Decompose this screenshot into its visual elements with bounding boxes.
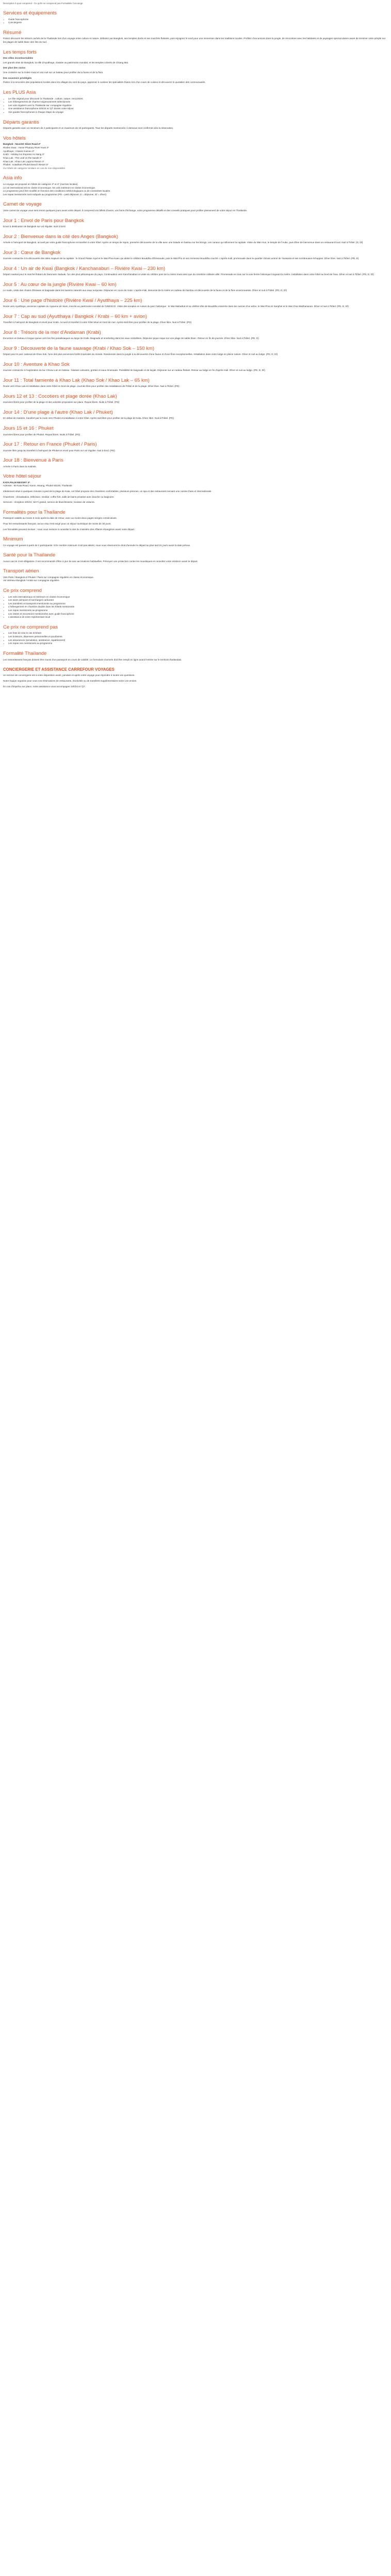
plus-title: Les PLUS Asia [3,90,36,96]
highlights-title: Les temps forts [3,49,37,55]
list-item: • Les vols internationaux et intérieurs en classe économique [8,596,388,599]
hotels-note: Ou hôtels de catégorie similaire en cas de non-disponibilité. [3,166,66,170]
formalities-line: Les formalités peuvent évoluer : nous vous invitons à consulter le site du ministère des Affaires étrangères avant votre départ. [3,528,135,531]
list-item: • Une assistance francophone 24h/24 et 7j/7 durant votre séjour [8,107,388,111]
day-title: Jour 2 : Bienvenue dans la cité des Anges (Bangkok) [3,233,118,240]
day-text: Départ matinal pour le marché flottant de Damnoen Saduak, l'un des plus pittoresques du pays. Continuation vers Kanchanaburi et visite du célèbre pont de la rivière Kwai ainsi que du cimetière militaire allié. Promenade en train sur la voie ferrée historique longeant la rivière. Installation dans votre hôtel au bord de l'eau. Dîner et nuit à l'hôtel. (PD, D, Dî) [3,273,374,276]
day-text: En début de matinée, transfert par la route vers Phuket et installation à votre hôtel. Après-midi libre pour profiter de la plage de Kata. Dîner libre. Nuit à l'hôtel. (PD) [3,417,174,420]
day-title: Jour 17 : Retour en France (Phuket / Paris) [3,442,97,448]
list-item: • Guide francophone [8,18,388,22]
highlight-title: Des villes incontournables [3,57,34,60]
not-included-list [3,632,388,646]
day-title: Jour 5 : Au cœur de la jungle (Rivière Kwai – 60 km) [3,281,117,287]
list-item: • Les vols réguliers vers la Thaïlande sur compagnie régulière [8,104,388,108]
asia-info-title: Asia info [3,175,22,181]
hotel-stay-line: Services : réception 24h/24, Wi-Fi gratuit, service de blanchisserie, location de voitures. [3,501,95,504]
highlight-title: Des souvenirs privilégiés [3,76,32,79]
day-text: Transfert à l'aéroport de Bangkok et envol pour Krabi. Accueil et transfert à votre hôtel situé en bord de mer. Après-midi libre pour profiter de la plage. Dîner libre. Nuit à l'hôtel. (PD) [3,321,192,324]
day-text: Journées libres pour profiter de Phuket. Repas libres. Nuits à l'hôtel. (PD) [3,433,80,436]
list-item: • Les repas non mentionnés au programme [8,642,388,646]
services-title: Services et équipements [3,10,57,16]
minimum-text: Ce voyage est garanti à partir de 2 participants. Si le nombre minimum n'est pas atteint, nous nous réservons le droit d'annuler le départ au plus tard 21 jours avant la date prévue. [3,544,191,547]
health-text: Aucun vaccin n'est obligatoire. Il est recommandé d'être à jour de ses vaccinations habituelles. Prévoyez une protection contre les moustiques et consultez votre médecin avant le départ. [3,560,198,563]
day-text: Arrivée à l'aéroport de Bangkok, accueil par votre guide francophone et transfert à votre hôtel. Après un temps de repos, première découverte de la ville avec une balade en bateau sur les klongs, ces canaux qui sillonnent la capitale. Visite du Wat Arun, le temple de l'Aube, puis dîner de bienvenue dans un restaurant local. Nuit à l'hôtel. (D, Dî) [3,241,363,244]
hotel-stay-line: Chambres : climatisation, télévision, minibar, coffre-fort, salle de bains privative avec douche ou baignoire. [3,495,115,498]
page [0,0,391,696]
resume-text: Partez découvrir les trésors cachés de la Thaïlande lors d'un voyage entre culture et nature. Débutez par Bangkok, ses temples dorés et ses marchés flottants, puis rejoignez le nord pour une immersion dans les traditions locales. Profitez d'excursions dans la jungle, de rencontres avec les habitants et de paysages spectaculaires avant de terminer votre périple sur les plages de sable blanc des îles du sud. [3,37,386,44]
day-title: Jour 14 : D'une plage à l'autre (Khao Lak / Phuket) [3,410,113,416]
list-item: • Les transferts et transports mentionnés au programme [8,602,388,606]
day-text: Journée consacrée à la découverte des sites majeurs de la capitale : le Grand Palais royal et le Wat Phra Kaeo qui abrite le célèbre Bouddha d'Émeraude, puis le Wat Pho et son immense Bouddha couché. L'après-midi, promenade dans le quartier chinois animé de Yaowarat et ses nombreuses échoppes. Dîner libre. Nuit à l'hôtel. (PD, D) [3,257,359,260]
departures-text: Départs garantis avec un minimum de 2 participants et un maximum de 16 participants. Tous les départs mentionnés ci-dessous sont confirmés dès la réservation. [3,127,174,130]
hotel-line: Rivière Kwai : Home Phutoey River Kwai 3* [3,146,49,149]
formalities-title: Formalités pour la Thaïlande [3,509,66,515]
hotel-stay-line: Adresse : 60 Kata Road, Karon, Muang, Phuket 83100, Thaïlande [3,484,72,487]
day-title: Jour 11 : Total farniente à Khao Lak (Khao Sok / Khao Lak – 65 km) [3,378,150,383]
hotel-stay-name: KATA PALM RESORT 4* [3,481,30,484]
health-title: Santé pour la Thaïlande [3,552,56,558]
day-title: Jour 7 : Cap au sud (Ayutthaya / Bangkok / Krabi – 60 km + avion) [3,313,147,319]
hotel-line: Bangkok : Novotel Silom Road 4* [3,143,41,146]
air-transport-line: Vol intérieur Bangkok / Krabi sur compagnie régulière. [3,579,60,582]
list-item: • Les assurances (annulation, assistance, rapatriement) [8,639,388,642]
resume-title: Résumé [3,30,22,36]
air-transport-line: Vols Paris / Bangkok et Phuket / Paris sur compagnie régulière en classe économique. [3,575,94,579]
hotels-title: Vos hôtels [3,135,26,141]
day-title: Jour 10 : Aventure à Khao Sok [3,361,70,367]
day-title: Jour 18 : Bienvenue à Paris [3,457,63,464]
air-transport-title: Transport aérien [3,568,39,574]
formality-text: Les ressortissants français doivent être munis d'un passeport en cours de validité. Le formulaire d'arrivée doit être rempli en ligne avant l'entrée sur le territoire thaïlandais. [3,658,182,661]
plus-list [3,97,388,114]
travel-book-text: Votre carnet de voyage vous sera remis quelques jours avant votre départ. Il comprend vos billets d'avion, vos bons d'échange, votre programme détaillé et des conseils pratiques pour profiter pleinement de votre séjour en Thaïlande. [3,209,248,212]
day-title: Jour 1 : Envol de Paris pour Bangkok [3,217,84,224]
day-title: Jour 6 : Une page d'histoire (Rivière Kwaï / Ayutthaya – 225 km) [3,297,142,303]
hotel-line: Khao Lak : The Leaf on the Sands 4* [3,156,42,159]
included-title: Ce prix comprend [3,588,42,594]
day-text: Départ pour le parc national de Khao Sok, l'une des plus anciennes forêts tropicales du monde. Randonnée dans la jungle à la découverte d'une faune et d'une flore exceptionnelles. Installation dans votre lodge en pleine nature. Dîner et nuit au lodge. (PD, D, Dî) [3,353,278,356]
concierge-title: CONCIERGERIE ET ASSISTANCE CARREFOUR VOYAGES [3,667,115,672]
info-line: Le voyage est proposé en hôtels de catégorie 3* et 4* (normes locales). [3,182,78,185]
list-item: • L'assistance de notre représentant local [8,616,388,619]
day-text: Arrivée à Paris dans la matinée. [3,465,37,468]
services-list [3,18,388,25]
list-item: • L'hébergement en chambre double dans les hôtels mentionnés [8,605,388,609]
concierge-line: Notre équipe organise pour vous vos réservations de restaurants, d'activités ou de transferts supplémentaires selon vos envies. [3,680,137,683]
highlight-text: Une croisière sur la rivière Kwai et une nuit sur un bateau pour profiter de la faune et de la flore. [3,71,104,74]
day-title: Jour 9 : Découverte de la faune sauvage (Krabi / Khao Sok – 150 km) [3,345,155,351]
page-subtitle: Description à quoi comprend - Ce qu'ils ne comprend pas Formalités Concierge [3,2,83,5]
list-item: • Vos guides francophones à chaque étape du voyage [8,111,388,114]
day-text: Route vers Ayutthaya, ancienne capitale du royaume de Siam, inscrite au patrimoine mondial de l'UNESCO. Visite des temples en ruines du parc historique : le Wat Mahathat et sa célèbre tête de Bouddha enserrée dans les racines d'un arbre, le Wat Phra Si Sanphet et le Wat Chai Watthanaram. Dîner et nuit à l'hôtel. (PD, D, Dî) [3,305,349,308]
hotel-stay-line: Idéalement situé à quelques minutes à pied de la plage de Kata, cet hôtel propose des chambres confortables, plusieurs piscines, un spa et des restaurants servant une cuisine thaïe et internationale. [3,489,212,493]
highlight-text: Partez à la rencontre des populations locales dans les villages du nord du pays, apprenez à cuisiner les spécialités thaïes lors d'un cours de cuisine et découvrez le quotidien des communautés. [3,81,206,84]
itinerary [3,218,388,469]
day-text: Journée consacrée à l'exploration du lac Cheow Lan en bateau : falaises calcaires, grottes et eaux émeraude. Possibilité de baignade et de kayak. Déjeuner sur un radeau flottant. Retour au lodge en fin d'après-midi. Dîner et nuit au lodge. (PD, D, Dî) [3,369,265,372]
formalities-line: Passeport valable au moins 6 mois après la date de retour, avec au moins deux pages vierges consécutives. [3,517,117,520]
highlight-text: Les grands sites de Bangkok, la ville d'Ayutthaya, classée au patrimoine mondial, et les temples colorés de Chiang Mai. [3,61,129,64]
day-title: Jours 15 et 16 : Phuket [3,426,54,432]
hotel-stay-title: Votre hôtel séjour [3,473,41,480]
day-text: Excursion en bateau à longue queue vers les îles paradisiaques au large de Krabi. Baignade et snorkeling dans les eaux cristallines. Déjeuner pique-nique sur une plage de sable blanc. Retour en fin de journée. Dîner libre. Nuit à l'hôtel. (PD, D) [3,337,259,340]
info-line: Le vol international est en classe économique, les vols intérieurs en classe économique. [3,186,96,189]
formalities-line: Pour les ressortissants français, aucun visa n'est exigé pour un séjour touristique de moins de 30 jours. [3,522,111,525]
list-item: • Les hébergements de charme soigneusement sélectionnés [8,100,388,104]
list-item: • Les frais de visa le cas échéant [8,632,388,635]
minimum-title: Minimum [3,536,23,543]
day-text: Route vers Khao Lak et installation dans votre hôtel en bord de plage. Journée libre pour profiter des installations de l'hôtel et de la plage. Dîner libre. Nuit à l'hôtel. (PD) [3,385,180,388]
concierge-line: Un service de conciergerie est à votre disposition avant, pendant et après votre voyage pour répondre à toutes vos questions. [3,674,135,677]
hotel-line: Phuket : Katathani Phuket Beach Resort 5* [3,163,48,166]
list-item: • Les visites et excursions mentionnées avec guide francophone [8,613,388,616]
hotel-line: Khao Lak : Khao Lak Laguna Resort 4* [3,160,44,163]
highlight-title: Des plus des ravins [3,66,26,70]
day-title: Jour 8 : Trésors de la mer d'Andaman (Krabi) [3,329,101,335]
departures-title: Départs garantis [3,119,39,125]
day-text: Le matin, visite des chutes d'Erawan et baignade dans les bassins naturels aux eaux turquoise. Déjeuner en cours de route. L'après-midi, descente de la rivière en radeau de bambou et découverte de la faune et de la flore environnantes. Dîner et nuit à l'hôtel. (PD, D, Dî) [3,289,287,292]
list-item: • Les repas mentionnés au programme [8,609,388,613]
travel-book-title: Carnet de voyage [3,201,42,208]
day-title: Jour 4 : Un air de Kwaï (Bangkok / Kanchanaburi – Rivière Kwai – 230 km) [3,265,166,272]
info-line: Le programme peut être modifié en fonction des conditions météorologiques ou de contraintes locales. [3,190,111,193]
list-item: • Les taxes aéroport et surcharges carburant [8,599,388,602]
not-included-title: Ce prix ne comprend pas [3,624,58,631]
list-item: • Les boissons, dépenses personnelles et pourboires [8,635,388,639]
day-text: Envol à destination de Bangkok sur vol régulier. Nuit à bord. [3,225,66,228]
info-line: Les repas mentionnés sont indiqués au programme (PD = petit déjeuner, D = déjeuner, Dî = dîner). [3,193,107,196]
formality-title: Formalité Thaïlande [3,651,47,657]
included-list [3,596,388,620]
day-text: Journées libres pour profiter de la plage et des activités proposées sur place. Repas libres. Nuits à l'hôtel. (PD) [3,401,120,404]
day-title: Jours 12 et 13 : Cocotiers et plage dorée (Khao Lak) [3,394,117,400]
list-item: • Conciergerie [8,21,388,25]
concierge-line: En cas d'imprévu sur place, notre assistance vous accompagne 24h/24 et 7j/7. [3,685,86,688]
list-item: • Le rôle original pour découvrir la Thaïlande : culture, nature, rencontres [8,97,388,101]
day-text: Journée libre jusqu'au transfert à l'aéroport de Phuket et envol pour Paris sur vol régulier. Nuit à bord. (PD) [3,449,115,452]
day-title: Jour 3 : Cœur de Bangkok [3,249,61,256]
hotel-line: Krabi : Holiday Inn Express Ao Nang 3* [3,153,44,156]
hotel-line: Ayutthaya : Classic Kameo 3* [3,149,35,152]
